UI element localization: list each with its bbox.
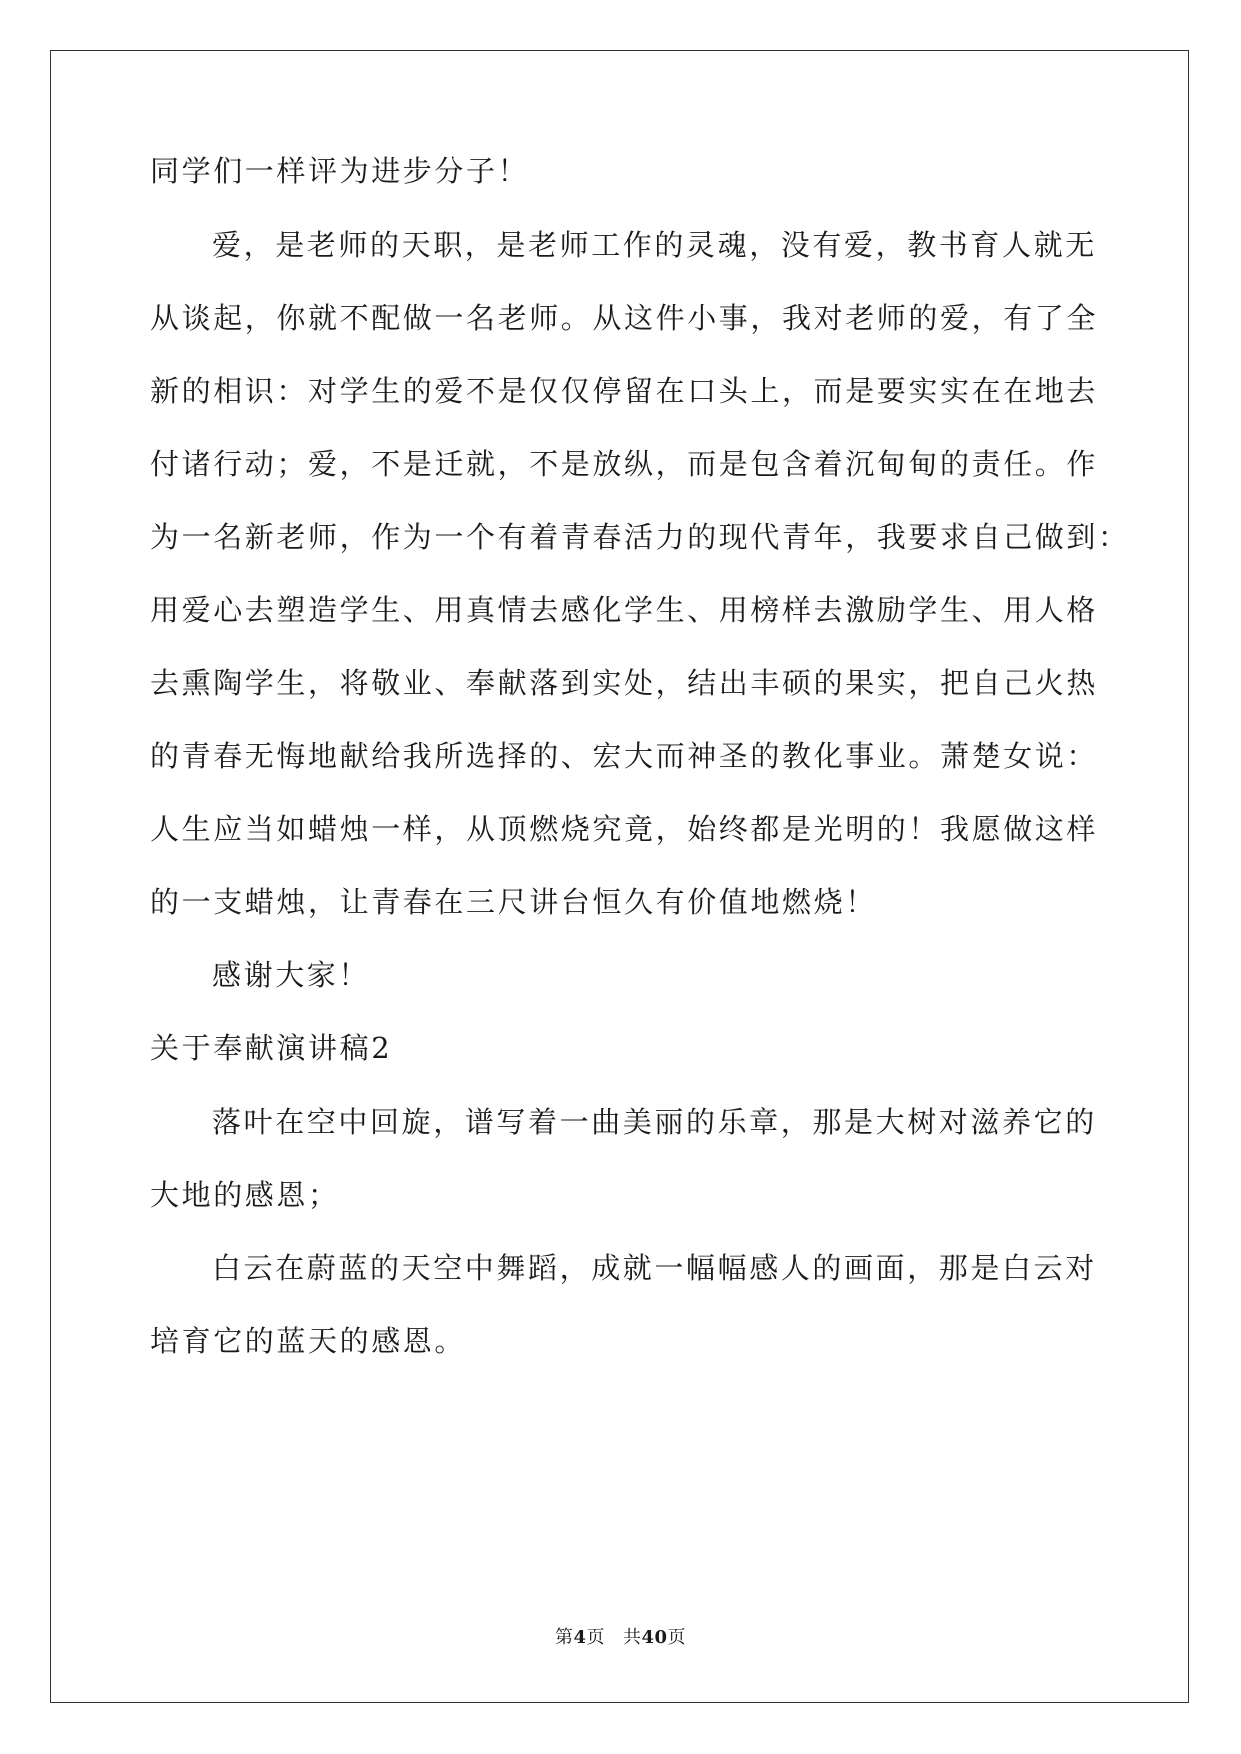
text-line: 从谈起，你就不配做一名老师。从这件小事，我对老师的爱，有了全 (150, 301, 1099, 335)
page-footer (0, 1626, 1241, 1650)
text-line: 人生应当如蜡烛一样，从顶燃烧究竟，始终都是光明的！我愿做这样 (150, 812, 1099, 846)
text-line: 为一名新老师，作为一个有着青春活力的现代青年，我要求自己做到： (150, 520, 1130, 554)
page-current: 4 (573, 1627, 587, 1648)
page-suffix: 页 (586, 1627, 605, 1648)
paragraph-start-line: 爱，是老师的天职，是老师工作的灵魂，没有爱，教书育人就无 (212, 228, 1097, 262)
text-line: 同学们一样评为进步分子！ (150, 154, 530, 188)
closing-line: 感谢大家！ (212, 958, 371, 992)
total-prefix: 共 (622, 1627, 642, 1648)
text-line: 的一支蜡烛，让青春在三尺讲台恒久有价值地燃烧！ (150, 885, 877, 919)
page-total: 40 (641, 1627, 668, 1648)
text-line: 大地的感恩； (150, 1178, 340, 1212)
text-line: 付诸行动；爱，不是迁就，不是放纵，而是包含着沉甸甸的责任。作 (150, 447, 1099, 481)
paragraph-start-line: 白云在蔚蓝的天空中舞蹈，成就一幅幅感人的画面，那是白云对 (212, 1251, 1097, 1285)
text-line: 培育它的蓝天的感恩。 (150, 1324, 467, 1358)
text-line: 用爱心去塑造学生、用真情去感化学生、用榜样去激励学生、用人格 (150, 593, 1099, 627)
text-line: 的青春无悔地献给我所选择的、宏大而神圣的教化事业。萧楚女说： (150, 739, 1099, 773)
section-heading: 关于奉献演讲稿2 (150, 1031, 393, 1065)
paragraph-start-line: 落叶在空中回旋，谱写着一曲美丽的乐章，那是大树对滋养它的 (212, 1105, 1097, 1139)
text-line: 新的相识：对学生的爱不是仅仅停留在口头上，而是要实实在在地去 (150, 374, 1099, 408)
text-line: 去熏陶学生，将敬业、奉献落到实处，结出丰硕的果实，把自己火热 (150, 666, 1099, 700)
total-suffix: 页 (667, 1627, 687, 1648)
page-prefix: 第 (554, 1627, 574, 1648)
